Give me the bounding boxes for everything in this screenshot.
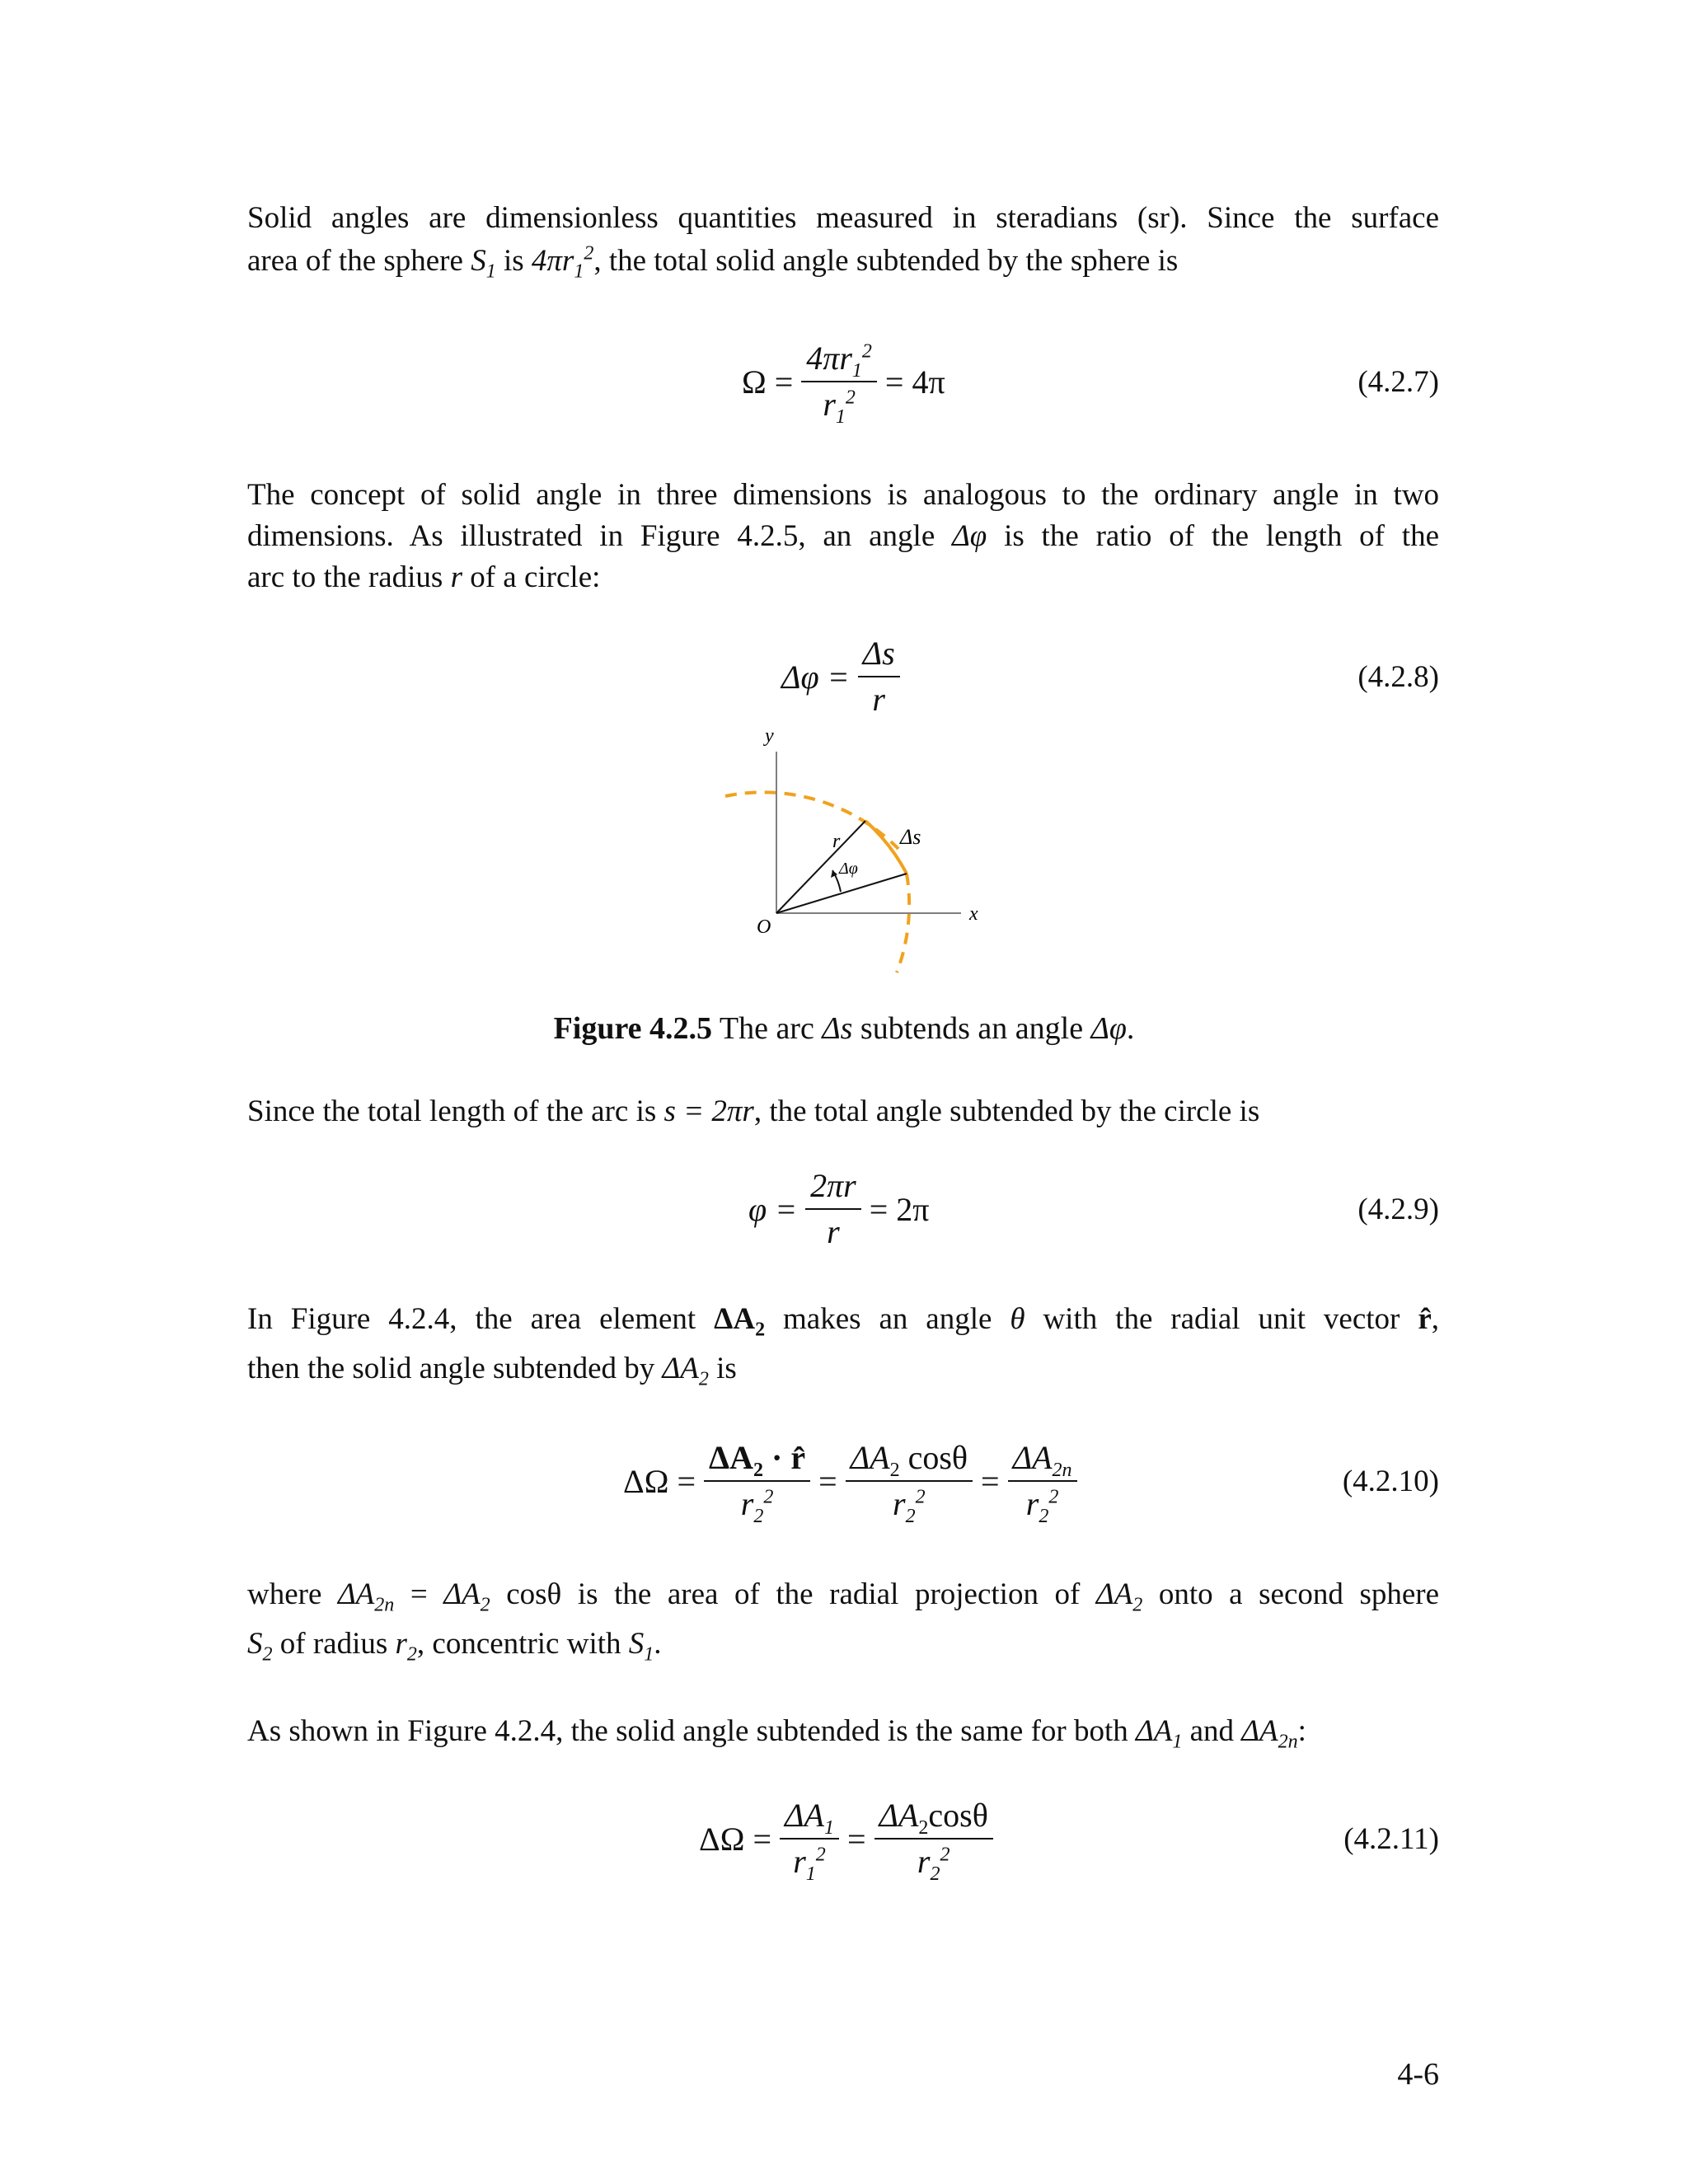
paragraph-concept-line3: arc to the radius r of a circle:	[247, 560, 601, 594]
equation-4-2-11: ΔΩ = $\frac{\Delta A_1}{r_1^2}$ = $\frac{\Delta A_2\cos\theta}{r_2^2}$	[699, 1795, 1001, 1882]
para1-line1: Solid angles are dimensionless quantities measured in steradians (sr). Since the surface	[247, 201, 1439, 235]
para1-text-a: area of the sphere	[247, 244, 471, 278]
para2-line1: The concept of solid angle in three dimensions is analogous to the ordinary angle in two	[247, 478, 1439, 512]
equation-4-2-10: ΔΩ = $\frac{\Delta A_2 \cdot r̂}{r_2^2}$ = $\frac{\Delta A_2 \cos\theta}{r_2^2}$ = $\frac{\Delta A_{2n}}{r_2^2}$	[623, 1437, 1085, 1525]
eq4211-fraction-1: $\frac{\Delta A_1}{r_1^2}$	[780, 1795, 839, 1882]
eq428-fraction: $\frac{\Delta s}{r}$	[858, 633, 900, 720]
page-number: 4-6	[1397, 2057, 1439, 2092]
figure-arc-angle	[709, 709, 1006, 989]
figure-caption: Figure 4.2.5 The arc Δs subtends an angle Δφ.	[553, 1011, 1135, 1046]
equation-number-4-2-9: (4.2.9)	[1357, 1193, 1439, 1226]
para5-line1: where $\Delta A_{2n} = \Delta A_2$ cosθ is the area of the radial projection of $\Delta A_2$ onto a second sphere	[247, 1577, 1440, 1616]
equation-4-2-9	[748, 1165, 930, 1253]
eq4210-fraction-1: $\frac{\Delta A_2 \cdot r̂}{r_2^2}$	[704, 1437, 810, 1525]
equation-4-2-7	[742, 338, 945, 428]
paragraph-area-element	[247, 1299, 1439, 1340]
eq428-lhs: Δφ =	[781, 658, 850, 696]
para1-text-c: , the total solid angle subtended by the sphere is	[593, 244, 1179, 278]
eq4211-lhs: ΔΩ =	[699, 1820, 772, 1858]
delta-phi-label: Δφ	[839, 860, 858, 878]
equation-4-2-8	[781, 633, 908, 720]
equation-number-4-2-10: (4.2.10)	[1342, 1465, 1439, 1498]
paragraph-projection-line2: $S_2$ of radius $r_2$, concentric with $S_1$.	[247, 1627, 662, 1666]
paragraph-total-arc: Since the total length of the arc is s = 2πr, the total angle subtended by the circle is	[247, 1094, 1260, 1128]
delta-s-label: Δs	[900, 825, 921, 849]
sphere-symbol: $S_1$	[471, 244, 496, 283]
eq4210-fraction-3: $\frac{\Delta A_{2n}}{r_2^2}$	[1008, 1437, 1077, 1525]
eq4211-fraction-2: $\frac{\Delta A_2\cos\theta}{r_2^2}$	[874, 1795, 993, 1882]
dashed-circle-upper	[725, 792, 898, 849]
paragraph-solid-angles-line2	[247, 241, 1439, 282]
equation-number-4-2-7: (4.2.7)	[1357, 365, 1439, 399]
paragraph-same-solid-angle: As shown in Figure 4.2.4, the solid angle subtended is the same for both $\Delta A_1$ and $\Delta A_{2n}$:	[247, 1714, 1306, 1753]
paragraph-solid-angles	[247, 198, 1439, 239]
eq429-lhs: φ =	[748, 1190, 798, 1228]
para1-text-b: is	[495, 244, 532, 278]
area-vector: $\Delta A_2$	[714, 1302, 766, 1341]
equation-number-4-2-11: (4.2.11)	[1343, 1822, 1439, 1856]
paragraph-concept	[247, 475, 1439, 557]
para4-line1: In Figure 4.2.4, the area element $\Delta A_2$ makes an angle θ with the radial unit vector r̂,	[247, 1302, 1439, 1341]
para2-line2: dimensions. As illustrated in Figure 4.2.5, an angle Δφ is the ratio of the length of the	[247, 519, 1439, 553]
y-axis-label: y	[765, 725, 774, 747]
paragraph-area-element-line2: then the solid angle subtended by $\Delta A_2$ is	[247, 1352, 737, 1390]
eq4210-lhs: ΔΩ =	[623, 1462, 696, 1500]
caption-figure-number: Figure 4.2.5	[553, 1011, 713, 1046]
dashed-circle-lower	[897, 874, 909, 972]
equation-number-4-2-8: (4.2.8)	[1357, 660, 1439, 694]
eq4210-fraction-2: $\frac{\Delta A_2 \cos\theta}{r_2^2}$	[846, 1437, 973, 1525]
eq427-rhs: = 4π	[884, 363, 945, 401]
eq429-fraction: $\frac{2\pi r}{r}$	[805, 1165, 861, 1253]
paragraph-projection	[247, 1574, 1439, 1615]
eq429-rhs: = 2π	[869, 1190, 930, 1228]
x-axis-label: x	[969, 903, 978, 925]
sphere-area: $4\pi r_1^2$	[531, 242, 594, 283]
origin-label: O	[757, 916, 771, 938]
eq427-fraction: $\frac{4\pi r_1^2}{r_1^2}$	[801, 338, 877, 425]
radius-label: r	[832, 831, 841, 852]
eq427-lhs: Ω =	[742, 363, 794, 401]
